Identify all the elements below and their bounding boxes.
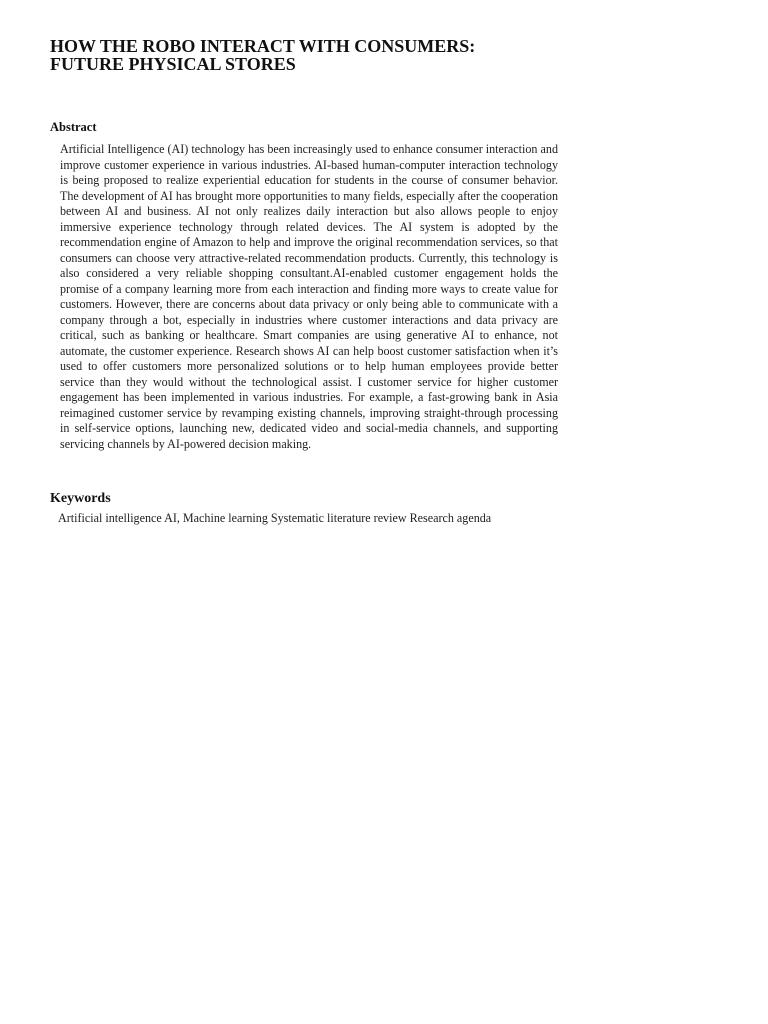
paper-title-line-1: HOW THE ROBO INTERACT WITH CONSUMERS:	[50, 36, 476, 56]
paper-title-line-2: FUTURE PHYSICAL STORES	[50, 54, 296, 74]
paper-title	[50, 37, 570, 73]
keywords-list: Artificial intelligence AI, Machine learning Systematic literature review Research agenda	[58, 511, 492, 525]
abstract-body: Artificial Intelligence (AI) technology has been increasingly used to enhance consumer interaction and improve customer experience in various industries. AI-based human-computer interaction technology is being proposed to realize experiential education for students in the course of consumer behavior. The development of AI has brought more opportunities to many fields, especially after the cooperation between AI and business. AI not only realizes daily interaction but also allows people to enjoy immersive experience technology through related devices. The AI system is adopted by the recommendation engine of Amazon to help and improve the original recommendation services, so that consumers can choose very attractive-related recommendation products. Currently, this technology is also considered a very reliable shopping consultant.AI-enabled customer engagement holds the promise of a company learning more from each interaction and finding more ways to create value for customers. However, there are concerns about data privacy or only being able to communicate with a company through a bot, especially in industries where customer interactions and data privacy are critical, such as banking or healthcare. Smart companies are using generative AI to enhance, not automate, the customer experience. Research shows AI can help boost customer satisfaction when it’s used to offer customers more personalized solutions or to help human employees provide better service than they would without the technological assist. I customer service for higher customer engagement has been implemented in various industries. For example, a fast-growing bank in Asia reimagined customer service by revamping existing channels, improving straight-through processing in self-service options, launching new, dedicated video and social-media channels, and supporting servicing channels by AI-powered decision making.	[60, 142, 558, 451]
abstract-heading: Abstract	[50, 120, 97, 134]
keywords-heading: Keywords	[50, 491, 111, 506]
